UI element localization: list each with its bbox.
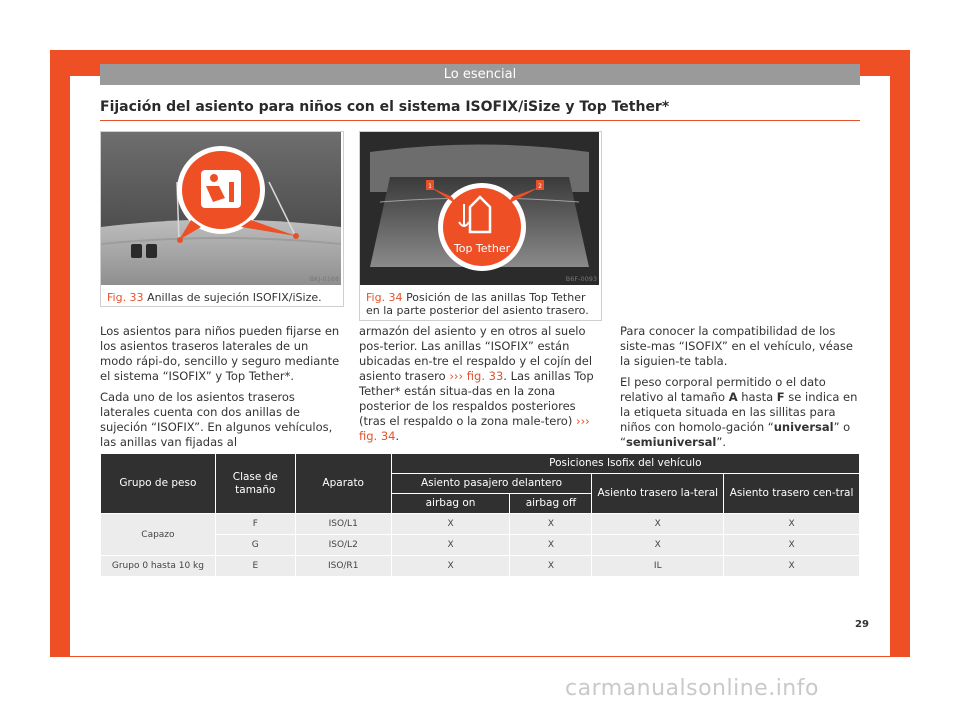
col3-text-hasta: hasta <box>737 390 777 404</box>
cell-airbag-on: X <box>391 556 510 577</box>
cell-clase: E <box>215 556 295 577</box>
header-grupo-peso: Grupo de peso <box>101 454 216 514</box>
cell-central: X <box>724 514 860 535</box>
text-column-1 <box>100 324 343 456</box>
isofix-anchor-image <box>101 132 341 285</box>
col3-size-f: F <box>776 390 785 404</box>
col2-paragraph-1 <box>359 324 602 444</box>
title-divider <box>100 120 860 121</box>
col3-text-b: se indica en la etiqueta situada en las sillitas para niños con homolo-gación “ <box>620 390 858 434</box>
header-posiciones: Posiciones Isofix del vehículo <box>391 454 859 474</box>
header-trasero-central: Asiento trasero cen-tral <box>724 474 860 514</box>
header-clase-tamano: Clase de tamaño <box>215 454 295 514</box>
col3-size-a: A <box>728 390 738 404</box>
marker-2-label: 2 <box>538 183 542 190</box>
figure-33-number: Fig. 33 <box>107 291 144 304</box>
col2-text-c: . <box>395 429 400 443</box>
cell-lateral: IL <box>592 556 724 577</box>
table-row <box>101 535 860 556</box>
col1-paragraph-2: Cada uno de los asientos traseros laterales cuenta con dos anillas de sujeción “ISOFIX”. En algunos vehículos, las anillas van fijadas al <box>100 390 333 449</box>
figure-33-caption <box>107 291 339 304</box>
col3-text-a: El peso corporal permitido o el dato relativo al tamaño <box>620 375 826 404</box>
cell-central: X <box>724 556 860 577</box>
section-header: Lo esencial <box>100 64 860 85</box>
figure-34-code: B6F-0093 <box>565 275 597 283</box>
cell-aparato: ISO/R1 <box>295 556 391 577</box>
cell-aparato: ISO/L2 <box>295 535 391 556</box>
header-aparato: Aparato <box>295 454 391 514</box>
col2-text-b: . Las anillas Top Tether* están situa-das en la zona posterior de los respaldos posteriores (tras el respaldo o la zona male-tero) <box>359 369 594 428</box>
header-airbag-off: airbag off <box>510 494 592 514</box>
cell-airbag-on: X <box>391 535 510 556</box>
figure-34 <box>359 131 602 321</box>
cell-clase: G <box>215 535 295 556</box>
col2-text-a: armazón del asiento y en otros al suelo pos-terior. Las anillas “ISOFIX” están ubicadas en-tre el respaldo y el cojín del asiento trasero <box>359 324 593 383</box>
page-title: Fijación del asiento para niños con el sistema ISOFIX/iSize y Top Tether* <box>100 99 670 115</box>
col3-semiuniversal: semiuniversal <box>625 435 717 449</box>
table-row <box>101 556 860 577</box>
col3-text-end: ”. <box>716 435 726 449</box>
header-pasajero-delantero: Asiento pasajero delantero <box>391 474 592 494</box>
cell-airbag-off: X <box>510 556 592 577</box>
page-number: 29 <box>855 619 869 630</box>
header-airbag-on: airbag on <box>391 494 510 514</box>
cell-airbag-on: X <box>391 514 510 535</box>
figure-34-number: Fig. 34 <box>366 291 403 304</box>
cell-grupo: Capazo <box>101 514 216 556</box>
cell-grupo: Grupo 0 hasta 10 kg <box>101 556 216 577</box>
cell-clase: F <box>215 514 295 535</box>
cell-lateral: X <box>592 514 724 535</box>
continue-arrow-icon: » <box>857 572 867 590</box>
cell-central: X <box>724 535 860 556</box>
fig33-link[interactable]: ››› fig. 33 <box>449 369 504 383</box>
col1-paragraph-1: Los asientos para niños pueden fijarse en los asientos traseros laterales de un modo rápi-do, sencillo y seguro mediante el sistema “ISOFIX” y Top Tether*. <box>100 324 340 383</box>
col3-universal: universal <box>773 420 834 434</box>
marker-1-label: 1 <box>428 183 432 190</box>
watermark: carmanualsonline.info <box>565 676 819 701</box>
table-row <box>101 514 860 535</box>
header-trasero-lateral: Asiento trasero la-teral <box>592 474 724 514</box>
col3-paragraph-1: Para conocer la compatibilidad de los siste-mas “ISOFIX” en el vehículo, véase la siguien-te tabla. <box>620 324 853 368</box>
fig34-link[interactable]: ››› fig. 34 <box>359 414 590 443</box>
col3-paragraph-2 <box>620 375 860 450</box>
text-column-2 <box>359 324 602 450</box>
cell-airbag-off: X <box>510 514 592 535</box>
cell-aparato: ISO/L1 <box>295 514 391 535</box>
isofix-compatibility-table <box>100 453 860 577</box>
col3-text-o: ” o “ <box>620 420 851 449</box>
figure-34-caption <box>366 291 594 317</box>
figure-33-code: BKJ-0168 <box>309 275 339 283</box>
top-tether-badge-label: Top Tether <box>453 242 511 255</box>
cell-lateral: X <box>592 535 724 556</box>
top-tether-image <box>360 132 599 285</box>
cell-airbag-off: X <box>510 535 592 556</box>
figure-34-text: Posición de las anillas Top Tether en la parte posterior del asiento trasero. <box>366 291 589 317</box>
text-column-3 <box>620 324 860 456</box>
figure-33-text: Anillas de sujeción ISOFIX/iSize. <box>147 291 322 304</box>
figure-33 <box>100 131 344 307</box>
